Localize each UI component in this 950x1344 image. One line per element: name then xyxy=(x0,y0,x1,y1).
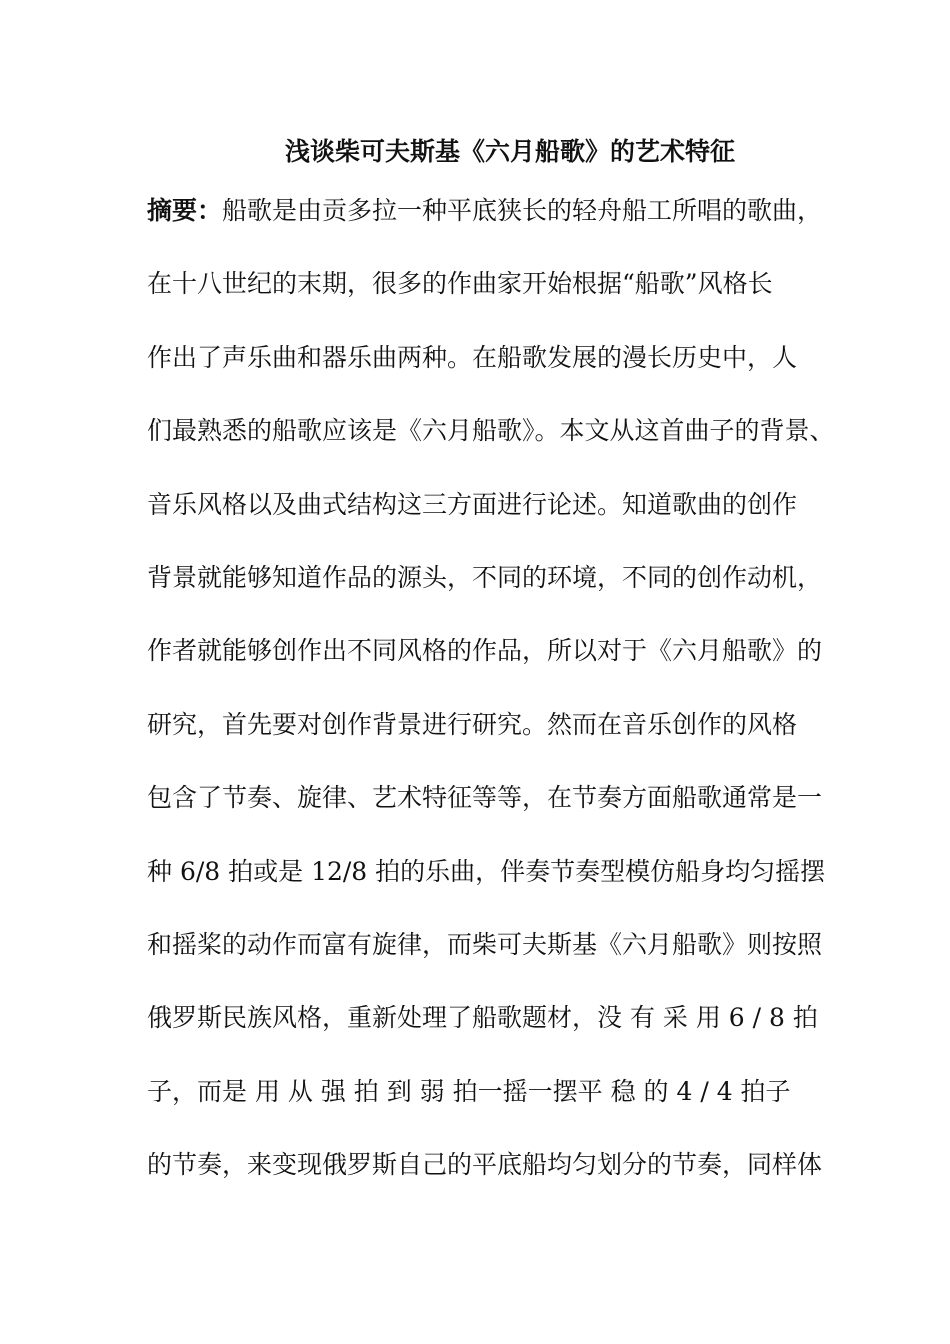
abstract-line: 背景就能够知道作品的源头，不同的环境，不同的创作动机， xyxy=(147,562,823,592)
abstract-line: 种 6/8 拍或是 12/8 拍的乐曲，伴奏节奏型模仿船身均匀摇摆 xyxy=(147,856,826,886)
abstract-line: 们最熟悉的船歌应该是《六月船歌》。本文从这首曲子的背景、 xyxy=(147,416,835,446)
abstract-body xyxy=(147,191,835,1218)
document-title xyxy=(0,132,950,168)
abstract-line: 作出了声乐曲和器乐曲两种。在船歌发展的漫长历史中，人 xyxy=(147,342,798,372)
abstract-line: 在十八世纪的末期，很多的作曲家开始根据“船歌”风格长 xyxy=(147,269,773,299)
document-title-text: 浅谈柴可夫斯基《六月船歌》的艺术特征 xyxy=(284,137,735,166)
abstract-line: 子，而是 用 从 强 拍 到 弱 拍一摇一摆平 稳 的 4 / 4 拍子 xyxy=(147,1076,791,1106)
abstract-line-text: 船歌是由贡多拉一种平底狭长的轻舟船工所唱的歌曲， xyxy=(222,196,823,225)
abstract-line xyxy=(147,191,827,264)
abstract-line: 俄罗斯民族风格，重新处理了船歌题材，没 有 采 用 6 / 8 拍 xyxy=(147,1003,818,1033)
abstract-line: 音乐风格以及曲式结构这三方面进行论述。知道歌曲的创作 xyxy=(147,489,798,519)
abstract-line: 研究，首先要对创作背景进行研究。然而在音乐创作的风格 xyxy=(147,709,798,739)
abstract-line: 作者就能够创作出不同风格的作品，所以对于《六月船歌》的 xyxy=(147,636,823,666)
abstract-line: 包含了节奏、旋律、艺术特征等等，在节奏方面船歌通常是一 xyxy=(147,783,823,813)
abstract-line: 和摇桨的动作而富有旋律，而柴可夫斯基《六月船歌》则按照 xyxy=(147,929,823,959)
abstract-label: 摘要： xyxy=(147,196,223,225)
abstract-line: 的节奏，来变现俄罗斯自己的平底船均匀划分的节奏，同样体 xyxy=(147,1150,823,1180)
